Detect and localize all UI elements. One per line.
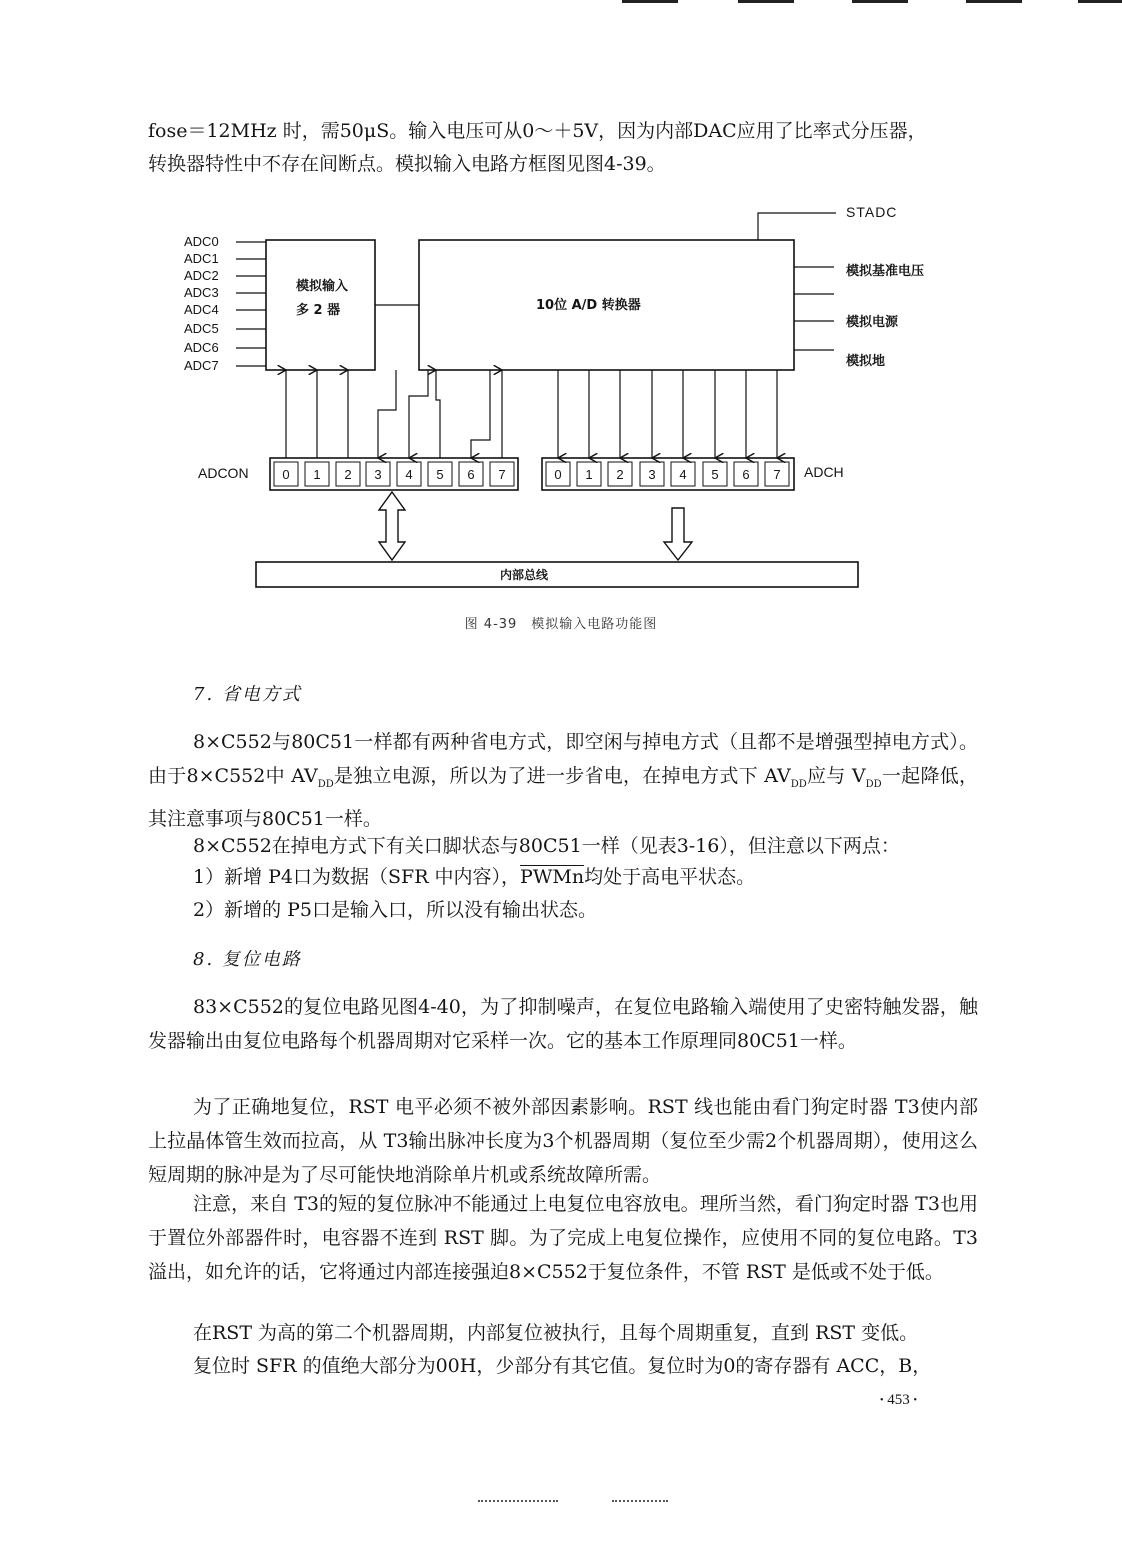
bidirectional-bus-arrow — [379, 492, 405, 560]
adch-bit: 7 — [773, 467, 781, 482]
adcon-control-lines — [286, 370, 502, 458]
section-7-item-2: 2）新增的 P5口是输入口，所以没有输出状态。 — [193, 899, 598, 921]
adc-input-label: ADC1 — [184, 251, 219, 266]
adch-bit: 6 — [742, 467, 750, 482]
adcon-bit-cells — [274, 462, 514, 486]
page-number: • 453 • — [880, 1392, 918, 1408]
adch-bit: 0 — [554, 467, 562, 482]
bottom-scan-mark — [478, 1500, 558, 1504]
right-signal-lines — [794, 267, 834, 350]
adcon-bit: 0 — [282, 467, 290, 482]
internal-bus — [256, 562, 858, 587]
adch-bit-cells — [546, 462, 789, 486]
intro-line-1: fose＝12MHz 时，需50μS。输入电压可从0～＋5V，因为内部DAC应用了比率式分压器， — [148, 120, 927, 142]
adcon-bit: 7 — [498, 467, 506, 482]
adc-input-label: ADC4 — [184, 302, 219, 317]
adch-data-lines — [558, 370, 777, 458]
adcon-bit: 5 — [436, 467, 444, 482]
section-7-paragraph-2: 8×C552在掉电方式下有关口脚状态与80C51一样（见表3-16），但注意以下两点： — [193, 835, 900, 857]
mux-label-2: 多 2 器 — [296, 303, 341, 318]
section-7-paragraph-1: 8×C552与80C51一样都有两种省电方式，即空闲与掉电方式（且都不是增强型掉电方式）。由于8×C552中 $AV_{DD}$是独立电源，所以为了进一步省电，在掉电方式下 $AV_{DD}$应与 $V_{DD}$一起降低，其注意事项与80C51一样。 — [148, 731, 978, 830]
mux-input-labels — [184, 234, 219, 373]
mux-label-1: 模拟输入 — [296, 279, 349, 294]
adch-bit: 5 — [711, 467, 719, 482]
adch-bit: 2 — [616, 467, 624, 482]
mux-input-lines — [236, 242, 266, 366]
adch-bit-labels — [554, 467, 780, 482]
adc-input-label: ADC0 — [184, 234, 219, 249]
adch-bit: 3 — [648, 467, 656, 482]
adcon-bit: 2 — [344, 467, 352, 482]
adcon-register — [270, 458, 518, 490]
analog-ground-label: 模拟地 — [846, 354, 886, 369]
adc-input-label: ADC7 — [184, 358, 219, 373]
figure-caption: 图 4-39 模拟输入电路功能图 — [464, 617, 658, 632]
adcon-bit: 6 — [467, 467, 475, 482]
adch-bit: 1 — [585, 467, 593, 482]
adch-to-bus-arrow — [664, 508, 692, 560]
adcon-bit: 4 — [405, 467, 413, 482]
section-8-paragraph-2: 为了正确地复位，RST 电平必须不被外部因素影响。RST 线也能由看门狗定时器 T3使内部上拉晶体管生效而拉高，从 T3输出脉冲长度为3个机器周期（复位至少需2个机器周期），使用这么短周期的脉冲是为了尽可能快地消除单片机或系统故障所需。 — [148, 1096, 978, 1186]
bus-label: 内部总线 — [500, 568, 549, 582]
adc-input-label: ADC6 — [184, 340, 219, 355]
converter-label: 10位 A/D 转换器 — [536, 298, 641, 313]
intro-line-2: 转换器特性中不存在间断点。模拟输入电路方框图见图4-39。 — [148, 153, 666, 175]
analog-power-label: 模拟电源 — [846, 315, 899, 330]
section-8-paragraph-5: 复位时 SFR 的值绝大部分为00H，少部分有其它值。复位时为0的寄存器有 ACC，B， — [193, 1355, 932, 1377]
adch-register — [542, 458, 794, 490]
section-7-heading: 7. 省电方式 — [193, 684, 302, 705]
adcon-bit: 3 — [374, 467, 382, 482]
adcon-label: ADCON — [198, 465, 249, 481]
adch-bit: 4 — [679, 467, 687, 482]
analog-reference-label: 模拟基准电压 — [846, 264, 925, 279]
adc-input-label: ADC2 — [184, 268, 219, 283]
section-8-paragraph-4: 在RST 为高的第二个机器周期，内部复位被执行，且每个周期重复，直到 RST 变低。 — [193, 1322, 919, 1344]
adc-input-label: ADC3 — [184, 285, 219, 300]
bottom-scan-mark — [612, 1500, 668, 1504]
section-8-paragraph-1: 83×C552的复位电路见图4-40，为了抑制噪声，在复位电路输入端使用了史密特触发器，触发器输出由复位电路每个机器周期对它采样一次。它的基本工作原理同80C51一样。 — [148, 996, 978, 1052]
stadc-line — [758, 213, 836, 240]
section-8-paragraph-3: 注意，来自 T3的短的复位脉冲不能通过上电复位电容放电。理所当然，看门狗定时器 T3也用于置位外部器件时，电容器不连到 RST 脚。为了完成上电复位操作，应使用不同的复位电路。T3溢出，如允许的话，它将通过内部连接强迫8×C552于复位条件，不管 RST 是低或不处于低。 — [148, 1193, 978, 1283]
adch-label: ADCH — [804, 464, 844, 480]
section-8-heading: 8. 复位电路 — [193, 949, 302, 970]
adcon-bit-labels — [282, 467, 505, 482]
stadc-label: STADC — [846, 204, 898, 220]
section-7-item-1: 1）新增 P4口为数据（SFR 中内容），PWMn均处于高电平状态。 — [193, 866, 756, 888]
figure-4-39 — [0, 0, 1122, 640]
adcon-bit: 1 — [313, 467, 321, 482]
adc-input-label: ADC5 — [184, 321, 219, 336]
